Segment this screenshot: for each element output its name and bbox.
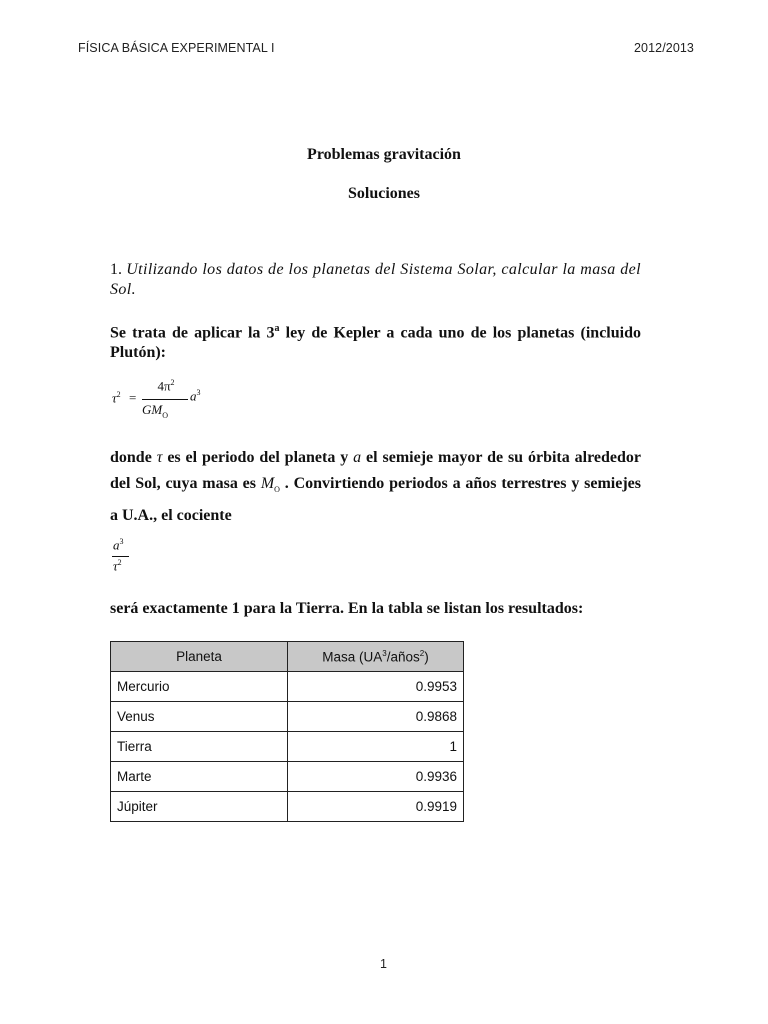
cell-planet: Marte [111, 762, 288, 792]
kepler-formula [110, 378, 230, 428]
quotient-bar [112, 556, 129, 557]
paragraph-kepler-part2: ley de Kepler a cada uno de los planetas (incluido Plutón): [110, 324, 641, 362]
quotient-formula [110, 537, 140, 577]
table-row [111, 792, 464, 822]
quotient-denominator: $\tau^2$ [113, 558, 122, 574]
cell-planet: Júpiter [111, 792, 288, 822]
header-mass: Masa $(UA^3/años^2)$ [288, 642, 464, 672]
cell-mass: 0.9953 [288, 672, 464, 702]
cell-mass: 0.9868 [288, 702, 464, 732]
page-title: Problemas gravitación [307, 146, 461, 163]
table-row [111, 702, 464, 732]
header-planet: Planeta [111, 642, 288, 672]
cell-planet: Venus [111, 702, 288, 732]
ordinal-superscript: a [274, 323, 280, 334]
cell-mass: 0.9919 [288, 792, 464, 822]
problem-number: 1. [110, 261, 122, 278]
cell-mass: 1 [288, 732, 464, 762]
table-row [111, 732, 464, 762]
header-year: 2012/2013 [634, 41, 694, 55]
formula-denominator: $GM_O$ [142, 402, 168, 420]
problem-statement [110, 260, 641, 300]
quotient-numerator: $a^3$ [113, 537, 124, 553]
header-course: FÍSICA BÁSICA EXPERIMENTAL I [78, 41, 275, 55]
paragraph-results: será exactamente 1 para la Tierra. En la tabla se listan los resultados: [110, 600, 584, 617]
table-header-row [111, 642, 464, 672]
paragraph-kepler-part1: Se trata de aplicar la 3 [110, 324, 275, 342]
cell-planet: Mercurio [111, 672, 288, 702]
formula-lhs: $\tau^2$ [112, 390, 121, 406]
formula-rhs: $a^3$ [190, 388, 201, 404]
page-subtitle: Soluciones [347, 185, 420, 202]
page-number: 1 [380, 957, 388, 971]
cell-mass: 0.9936 [288, 762, 464, 792]
fraction-bar [142, 399, 188, 400]
table-row [111, 762, 464, 792]
problem-text: Utilizando los datos de los planetas del Sistema Solar, calcular la masa del Sol. [110, 261, 641, 298]
results-table [110, 641, 464, 822]
formula-equals: = [129, 390, 137, 405]
paragraph-kepler [110, 319, 641, 363]
formula-numerator: $4\pi^2$ [157, 378, 175, 394]
table-row [111, 672, 464, 702]
cell-planet: Tierra [111, 732, 288, 762]
paragraph-definitions: donde τ es el periodo del planeta y a el semieje mayor de su órbita alrededor del Sol, cuya masa es $M_O$ . Convirtiendo periodos a años terrestres y semiejes a U.A., el cociente [110, 449, 642, 525]
